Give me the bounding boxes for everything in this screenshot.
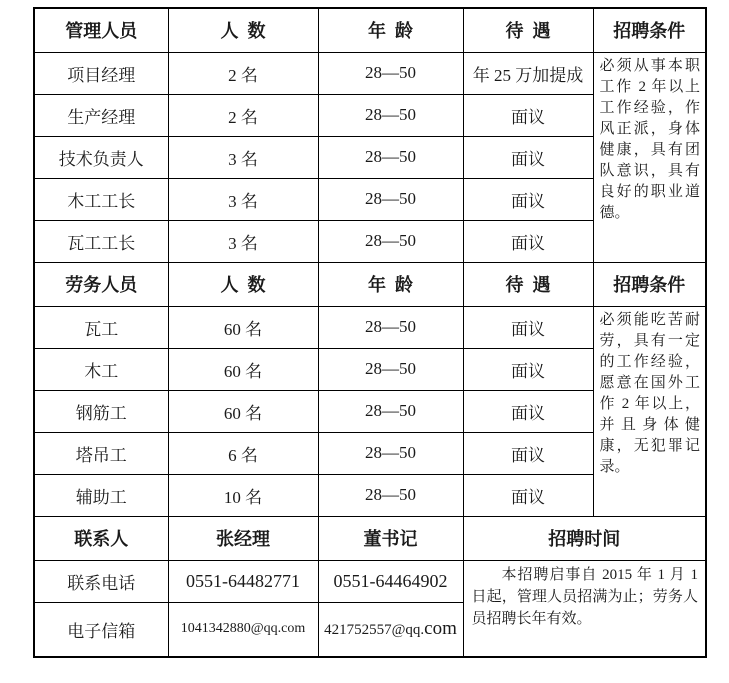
cell-age: 28—50 <box>318 348 463 390</box>
cell-count: 60 名 <box>168 348 318 390</box>
header-labor-count: 人 数 <box>168 262 318 306</box>
phone-number-2: 0551-64464902 <box>318 560 463 602</box>
labor-conditions-text: 必须能吃苦耐劳，具有一定的工作经验，愿意在国外工作 2 年以上，并且身体健康，无犯罪记录。 <box>593 306 706 516</box>
cell-salary: 面议 <box>463 136 593 178</box>
section-labor <box>34 262 706 516</box>
email-address-2 <box>318 602 463 657</box>
cell-count: 3 名 <box>168 220 318 262</box>
contact-person-label: 联系人 <box>34 516 168 560</box>
cell-position: 辅助工 <box>34 474 168 516</box>
header-management-salary: 待 遇 <box>463 8 593 52</box>
cell-age: 28—50 <box>318 52 463 94</box>
cell-age: 28—50 <box>318 178 463 220</box>
contact-name-2: 董书记 <box>318 516 463 560</box>
cell-count: 6 名 <box>168 432 318 474</box>
cell-count: 2 名 <box>168 94 318 136</box>
header-management-position: 管理人员 <box>34 8 168 52</box>
cell-salary: 年 25 万加提成 <box>463 52 593 94</box>
email-label: 电子信箱 <box>34 602 168 657</box>
cell-count: 60 名 <box>168 306 318 348</box>
cell-count: 3 名 <box>168 178 318 220</box>
cell-position: 瓦工工长 <box>34 220 168 262</box>
cell-position: 项目经理 <box>34 52 168 94</box>
cell-salary: 面议 <box>463 348 593 390</box>
header-management-age: 年 龄 <box>318 8 463 52</box>
contact-header-row <box>34 516 706 560</box>
cell-age: 28—50 <box>318 220 463 262</box>
phone-number-1: 0551-64482771 <box>168 560 318 602</box>
cell-position: 生产经理 <box>34 94 168 136</box>
cell-salary: 面议 <box>463 432 593 474</box>
cell-age: 28—50 <box>318 306 463 348</box>
cell-salary: 面议 <box>463 178 593 220</box>
management-header-row <box>34 8 706 52</box>
cell-salary: 面议 <box>463 220 593 262</box>
cell-position: 木工 <box>34 348 168 390</box>
cell-position: 瓦工 <box>34 306 168 348</box>
cell-salary: 面议 <box>463 306 593 348</box>
cell-age: 28—50 <box>318 136 463 178</box>
recruitment-time-paragraph: 本招聘启事自 2015 年 1 月 1 日起，管理人员招满为止；劳务人员招聘长年有效。 <box>471 566 698 627</box>
table-row <box>34 306 706 348</box>
header-labor-conditions: 招聘条件 <box>593 262 706 306</box>
header-management-conditions: 招聘条件 <box>593 8 706 52</box>
contact-name-1: 张经理 <box>168 516 318 560</box>
section-contact <box>34 516 706 657</box>
email-address-2-suffix: com <box>424 618 457 640</box>
cell-salary: 面议 <box>463 390 593 432</box>
table-row <box>34 52 706 94</box>
cell-count: 3 名 <box>168 136 318 178</box>
cell-position: 塔吊工 <box>34 432 168 474</box>
header-labor-age: 年 龄 <box>318 262 463 306</box>
cell-position: 木工工长 <box>34 178 168 220</box>
header-labor-salary: 待 遇 <box>463 262 593 306</box>
phone-label: 联系电话 <box>34 560 168 602</box>
management-conditions-text: 必须从事本职工作 2 年以上工作经验，作风正派，身体健康，具有团队意识，具有良好的职业道德。 <box>593 52 706 262</box>
cell-salary: 面议 <box>463 94 593 136</box>
labor-header-row <box>34 262 706 306</box>
cell-salary: 面议 <box>463 474 593 516</box>
recruitment-time-label: 招聘时间 <box>463 516 706 560</box>
cell-count: 2 名 <box>168 52 318 94</box>
cell-count: 60 名 <box>168 390 318 432</box>
cell-age: 28—50 <box>318 94 463 136</box>
cell-count: 10 名 <box>168 474 318 516</box>
section-management <box>34 8 706 262</box>
recruitment-time-text <box>463 560 706 657</box>
phone-row <box>34 560 706 602</box>
cell-position: 钢筋工 <box>34 390 168 432</box>
cell-age: 28—50 <box>318 432 463 474</box>
cell-age: 28—50 <box>318 390 463 432</box>
cell-position: 技术负责人 <box>34 136 168 178</box>
cell-age: 28—50 <box>318 474 463 516</box>
recruitment-table <box>33 7 707 658</box>
email-address-2-prefix: 421752557@qq. <box>324 622 425 639</box>
email-address-1: 1041342880@qq.com <box>168 602 318 657</box>
header-labor-position: 劳务人员 <box>34 262 168 306</box>
header-management-count: 人 数 <box>168 8 318 52</box>
